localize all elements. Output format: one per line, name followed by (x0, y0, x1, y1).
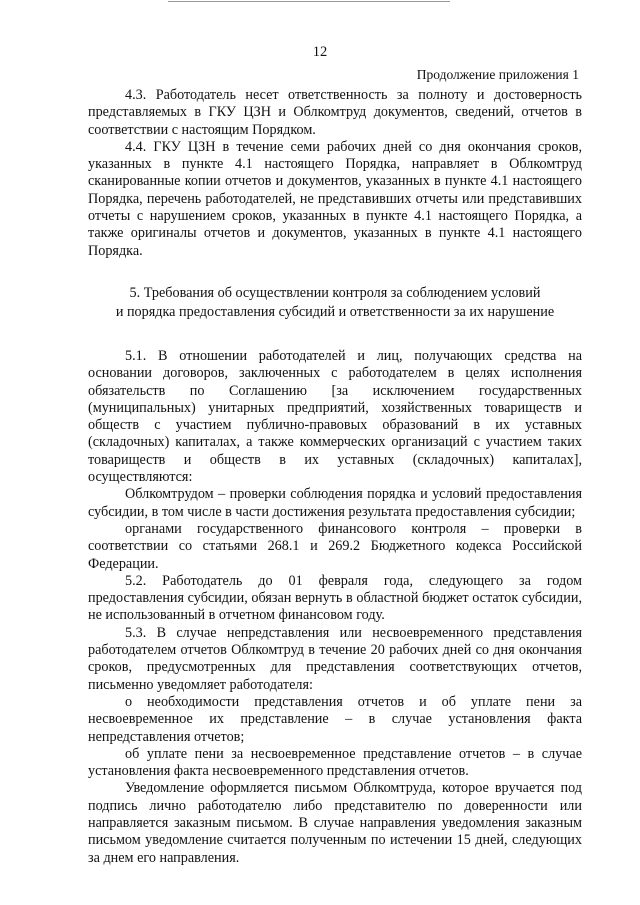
paragraph-5-3: 5.3. В случае непредставления или несвоевременного представления работодателем отчетов Облкомтруд в течение 20 рабочих дней со дня окончания сроков, предусмотренных для представления соответствующих отчетов, письменно уведомляет работодателя: (88, 624, 582, 693)
paragraph-5-1: 5.1. В отношении работодателей и лиц, получающих средства на основании договоров, заключенных с работодателем в целях исполнения обязательств по Соглашению [за исключением государственных (муниципальных) унитарных предприятий, хозяйственных товариществ и обществ с участием публично-правовых образований в их уставных (складочных) капиталах, а также коммерческих организаций с участием таких товариществ и обществ в их уставных (складочных) капиталах], осуществляются: (88, 347, 582, 486)
paragraph-5-3-notification: Уведомление оформляется письмом Облкомтруда, которое вручается под подпись лично работодателю либо представителю по доверенности или направляется заказным письмом. В случае направления уведомления заказным письмом уведомление считается полученным по истечении 15 дней, следующих за днем его направления. (88, 780, 582, 866)
paragraph-5-1-item-oblkomtrud: Облкомтрудом – проверки соблюдения порядка и условий предоставления субсидии, в том числе в части достижения результата предоставления субсидии; (88, 486, 582, 520)
section-5-heading (88, 284, 582, 322)
section-5-heading-line-2: и порядка предоставления субсидий и ответственности за их нарушение (115, 303, 555, 320)
paragraph-4-4: 4.4. ГКУ ЦЗН в течение семи рабочих дней со дня окончания сроков, указанных в пункте 4.1 настоящего Порядка, направляет в Облкомтруд сканированные копии отчетов и документов, указанных в пункте 4.1 настоящего Порядка, перечень работодателей, не представивших отчеты или представивших отчеты с нарушением сроков, указанных в пункте 4.1 настоящего Порядка, а также оригиналы отчетов и документов, указанных в пункте 4.1 настоящего Порядка. (88, 138, 582, 259)
appendix-continuation-label: Продолжение приложения 1 (416, 67, 579, 82)
paragraph-5-2: 5.2. Работодатель до 01 февраля года, следующего за годом предоставления субсидии, обязан вернуть в областной бюджет остаток субсидии, не использованный в отчетном финансовом году. (88, 572, 582, 624)
scan-top-rule (168, 1, 450, 2)
paragraph-5-3-item-penalty: об уплате пени за несвоевременное представление отчетов – в случае установления факта несвоевременного представления отчетов. (88, 745, 582, 780)
paragraph-5-3-item-necessity: о необходимости представления отчетов и об уплате пени за несвоевременное их представление – в случае установления факта непредставления отчетов; (88, 693, 582, 745)
paragraph-4-3: 4.3. Работодатель несет ответственность за полноту и достоверность представляемых в ГКУ ЦЗН и Облкомтруд документов, сведений, отчетов в соответствии с настоящим Порядком. (88, 87, 582, 138)
document-body (88, 87, 582, 867)
section-5-heading-line-1: 5. Требования об осуществлении контроля за соблюдением условий (129, 284, 541, 301)
page-number: 12 (312, 44, 328, 60)
paragraph-5-1-item-financial-control: органами государственного финансового контроля – проверки в соответствии со статьями 268.1 и 269.2 Бюджетного кодекса Российской Федерации. (88, 520, 582, 572)
